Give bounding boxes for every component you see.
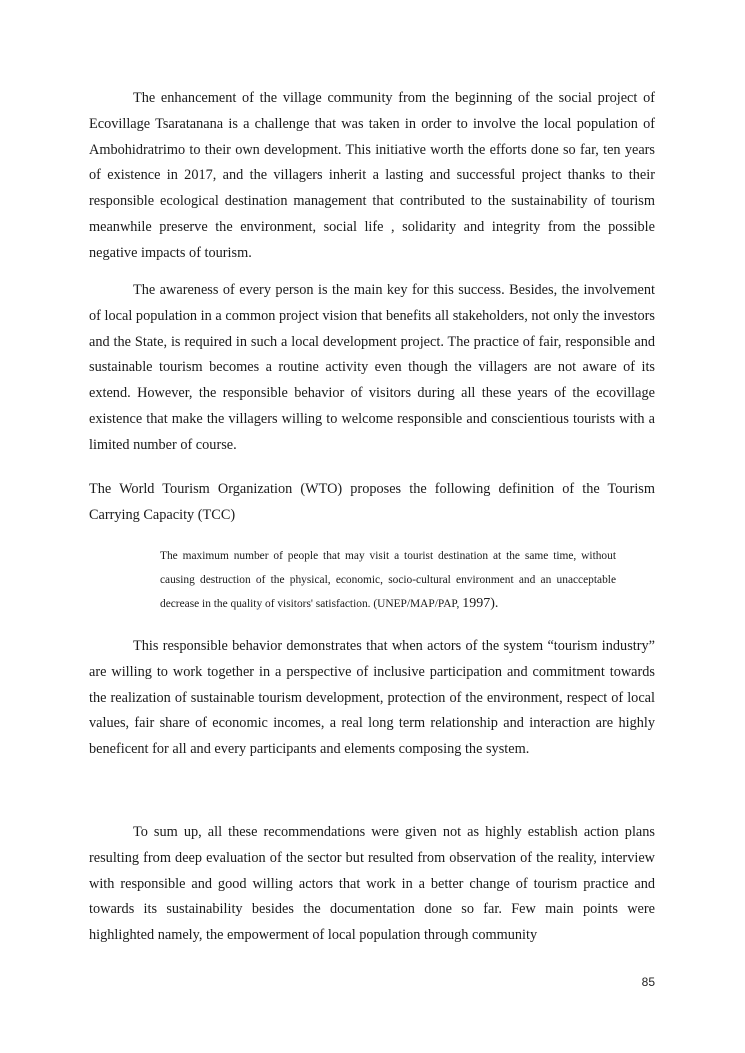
paragraph-conclusion: To sum up, all these recommendations were given not as highly establish action plans resulting from deep evaluation of the sector but resulted from observation of the reality, interview with responsible and good willing actors that work in a better change of tourism practice and towards its sustainability besides the documentation done so far. Few main points were highlighted namely, the empowerment of local population through community xyxy=(89,824,655,944)
quote-text: The maximum number of people that may visit a tourist destination at the same time, without causing destruction of the physical, economic, socio-cultural environment and an unacceptable decrease in the quality of visitors' satisfaction. (UNEP/MAP/PAP, xyxy=(160,550,616,611)
quote-year: 1997). xyxy=(462,596,499,612)
paragraph-responsible-behavior: This responsible behavior demonstrates that when actors of the system “tourism industry” are willing to work together in a perspective of inclusive participation and commitment towards the realization of sustainable tourism development, protection of the environment, respect of local values, fair share of economic incomes, a real long term relationship and interaction are highly beneficent for all and every participants and elements composing the system. xyxy=(89,638,655,758)
paragraph-ecovillage-enhancement: The enhancement of the village community from the beginning of the social project of Ecovillage Tsaratanana is a challenge that was taken in order to involve the local population of Ambohidratrimo to their own development. This initiative worth the efforts done so far, ten years of existence in 2017, and the villagers inherit a lasting and successful project thanks to their responsible ecological destination management that contributed to the sustainability of tourism meanwhile preserve the environment, social life , solidarity and integrity from the possible negative impacts of tourism. xyxy=(89,90,655,261)
paragraph-wto-definition-intro: The World Tourism Organization (WTO) proposes the following definition of the Tourism Carrying Capacity (TCC) xyxy=(89,481,655,523)
block-quote-tcc-definition xyxy=(160,545,616,617)
page-number: 85 xyxy=(641,975,655,989)
paragraph-awareness: The awareness of every person is the main key for this success. Besides, the involvement of local population in a common project vision that benefits all stakeholders, not only the investors and the State, is required in such a local development project. The practice of fair, responsible and sustainable tourism becomes a routine activity even though the villagers are not aware of its extend. However, the responsible behavior of visitors during all these years of the ecovillage existence that make the villagers willing to welcome responsible and conscientious tourists with a limited number of course. xyxy=(89,282,655,453)
